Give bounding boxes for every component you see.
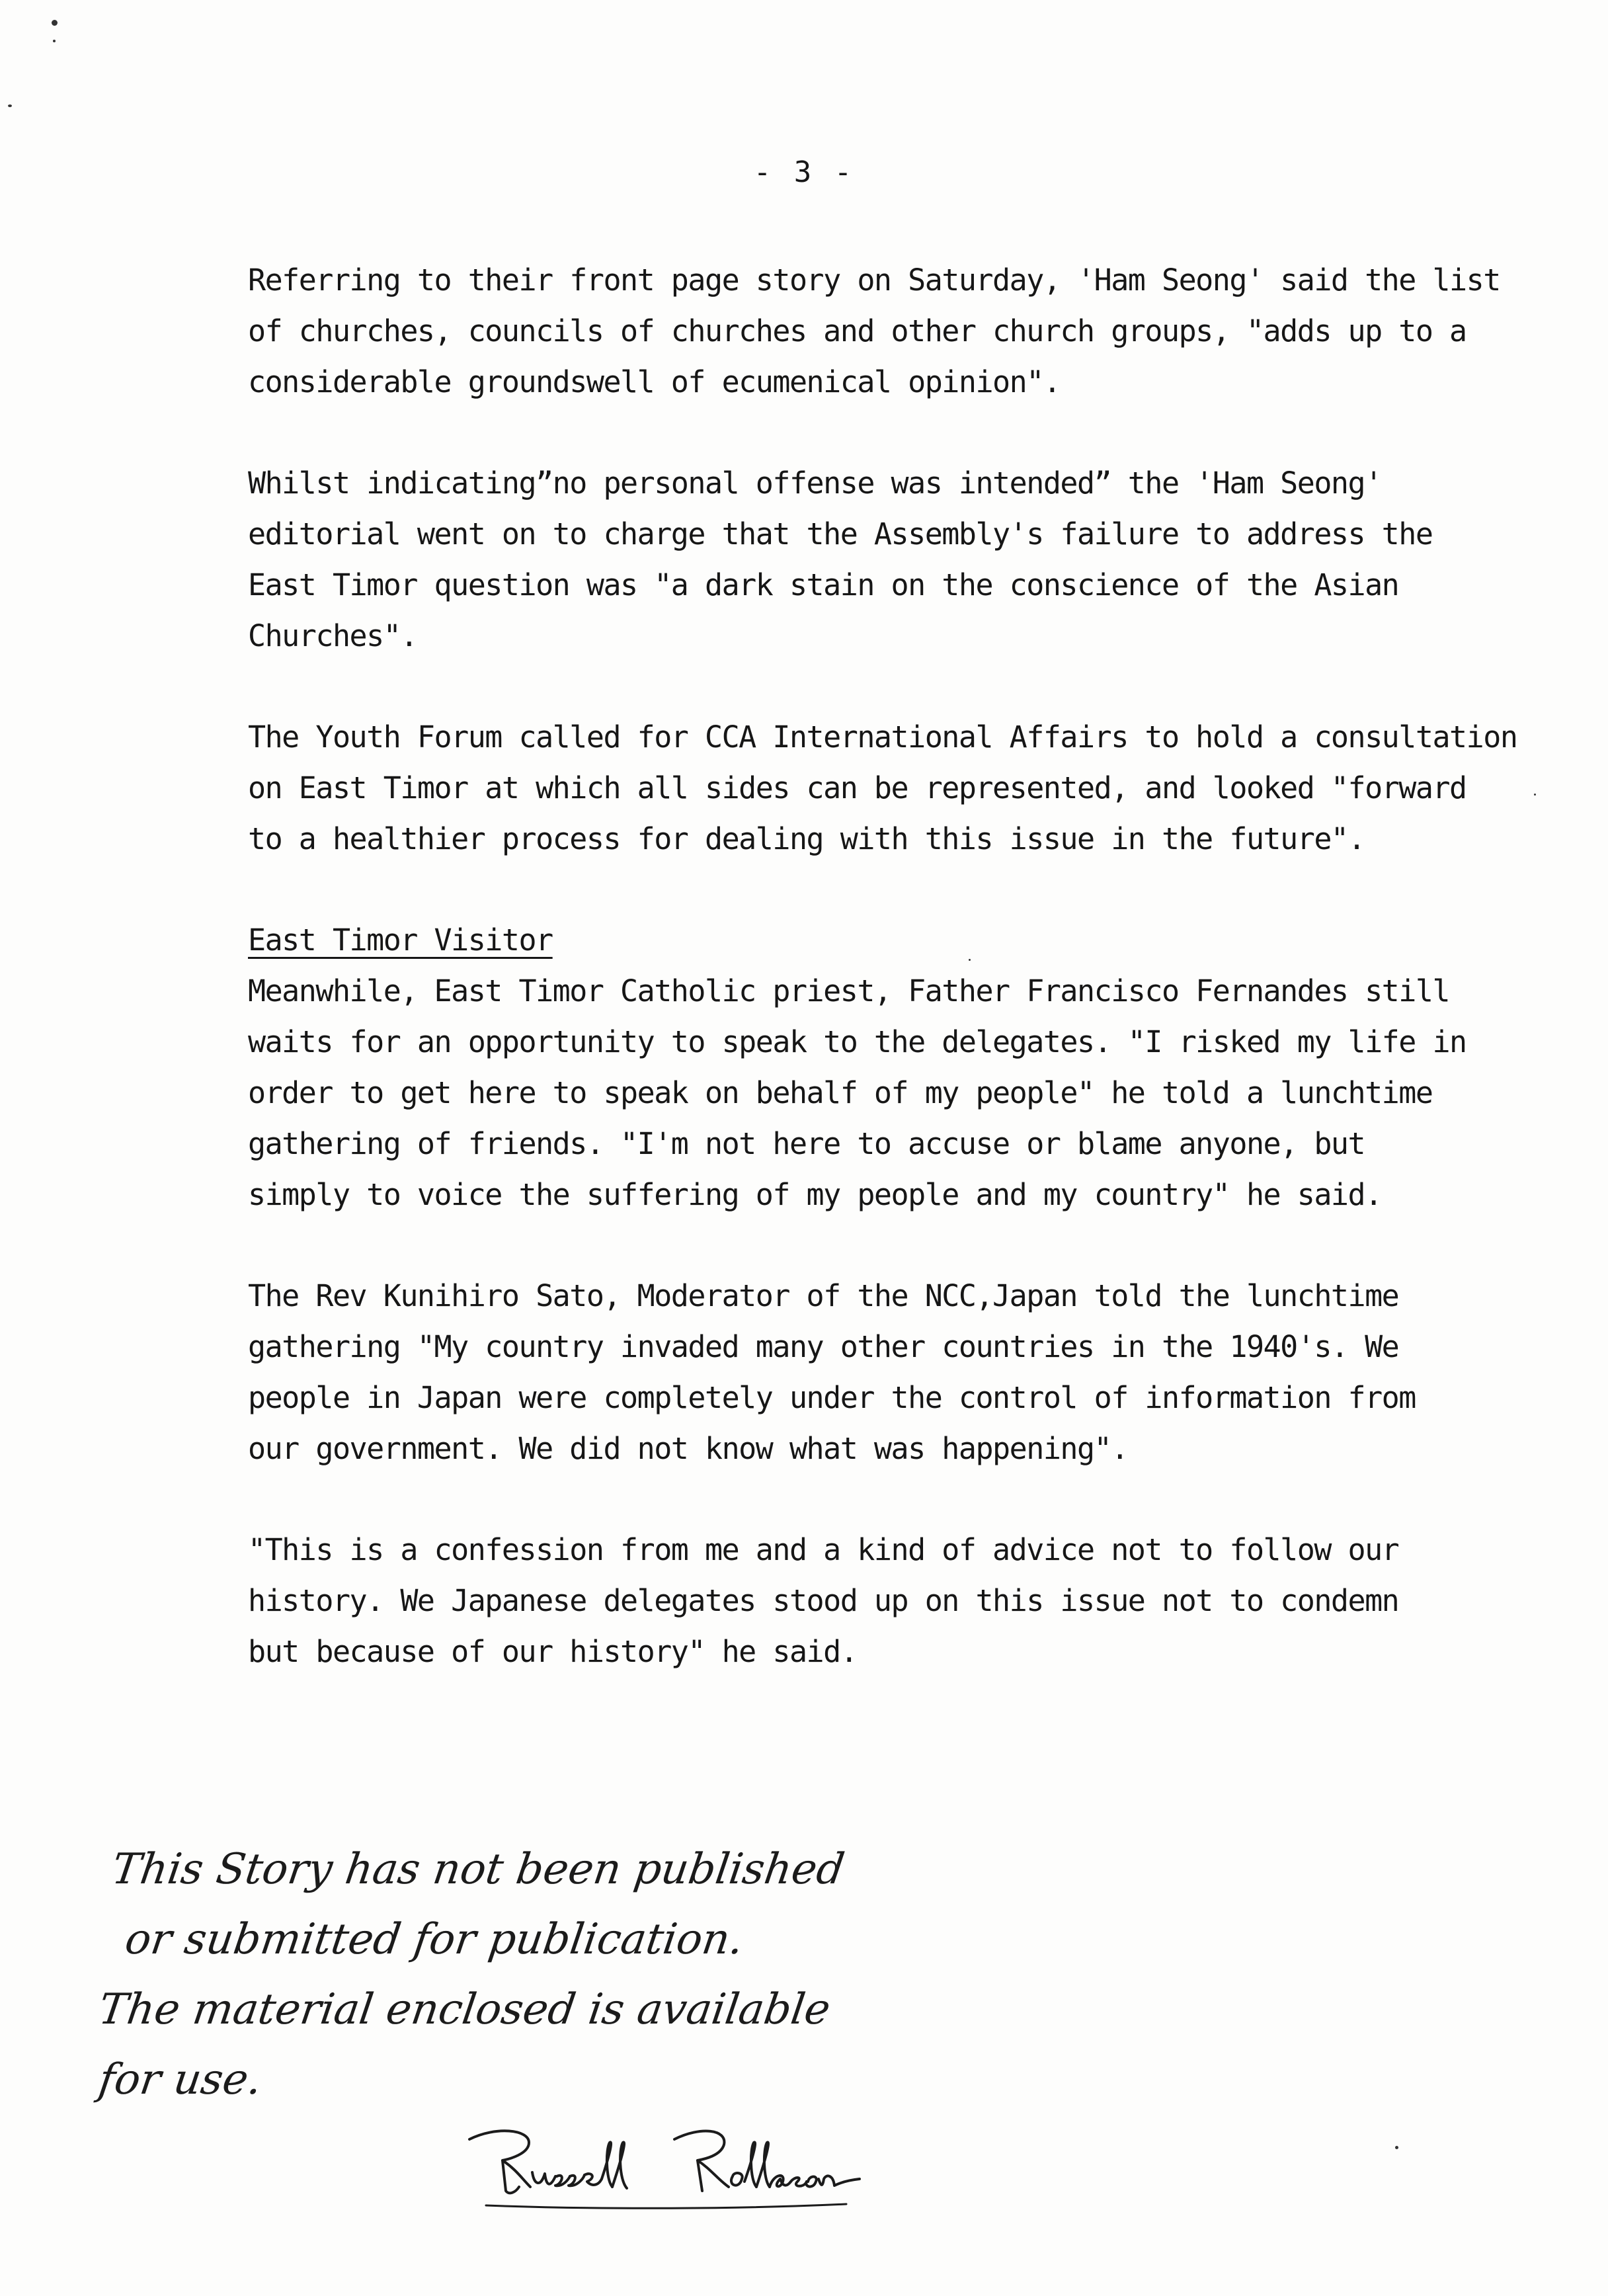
text-line: waits for an opportunity to speak to the delegates. "I risked my life in <box>248 1024 1467 1059</box>
text-line: but because of our history" he said. <box>248 1634 858 1669</box>
signature <box>456 2113 879 2212</box>
text-line: on East Timor at which all sides can be represented, and looked "forward <box>248 770 1467 805</box>
text-line: gathering of friends. "I'm not here to accuse or blame anyone, but <box>248 1126 1365 1161</box>
handwritten-line: for use. <box>95 2055 265 2104</box>
scan-speck <box>53 40 56 42</box>
text-line: Meanwhile, East Timor Catholic priest, Father Francisco Fernandes still <box>248 973 1450 1008</box>
handwritten-line: or submitted for publication. <box>122 1915 747 1964</box>
text-line: considerable groundswell of ecumenical opinion". <box>248 364 1061 399</box>
text-line: gathering "My country invaded many other countries in the 1940's. We <box>248 1329 1399 1364</box>
page-number: - 3 - <box>753 155 855 189</box>
text-line: people in Japan were completely under the control of information from <box>248 1380 1416 1415</box>
scan-speck <box>969 959 971 961</box>
scan-speck <box>52 20 58 26</box>
text-line: to a healthier process for dealing with this issue in the future". <box>248 821 1365 856</box>
scan-speck <box>8 104 12 107</box>
text-line: Churches". <box>248 618 417 653</box>
text-line: editorial went on to charge that the Assembly's failure to address the <box>248 516 1433 552</box>
text-line: The Rev Kunihiro Sato, Moderator of the NCC,Japan told the lunchtime <box>248 1278 1399 1313</box>
section-heading: East Timor Visitor <box>248 922 553 958</box>
text-line: The Youth Forum called for CCA International Affairs to hold a consultation <box>248 719 1517 755</box>
scan-speck <box>1395 2146 1398 2149</box>
handwritten-line: This Story has not been published <box>108 1845 848 1894</box>
text-line: Referring to their front page story on Saturday, 'Ham Seong' said the list <box>248 263 1500 298</box>
text-line: simply to voice the suffering of my people and my country" he said. <box>248 1177 1382 1212</box>
text-line: order to get here to speak on behalf of my people" he told a lunchtime <box>248 1075 1433 1110</box>
scan-speck <box>1534 794 1536 796</box>
text-line: history. We Japanese delegates stood up on this issue not to condemn <box>248 1583 1399 1618</box>
text-line: of churches, councils of churches and other church groups, "adds up to a <box>248 313 1467 348</box>
text-line: our government. We did not know what was happening". <box>248 1431 1128 1466</box>
handwritten-line: The material enclosed is available <box>95 1985 834 2034</box>
handwritten-note <box>95 1845 848 2104</box>
text-line: "This is a confession from me and a kind of advice not to follow our <box>248 1532 1399 1567</box>
text-line: East Timor question was "a dark stain on the conscience of the Asian <box>248 567 1399 602</box>
text-line: Whilst indicating”no personal offense was intended” the 'Ham Seong' <box>248 466 1382 501</box>
letter-body <box>248 255 1557 1677</box>
